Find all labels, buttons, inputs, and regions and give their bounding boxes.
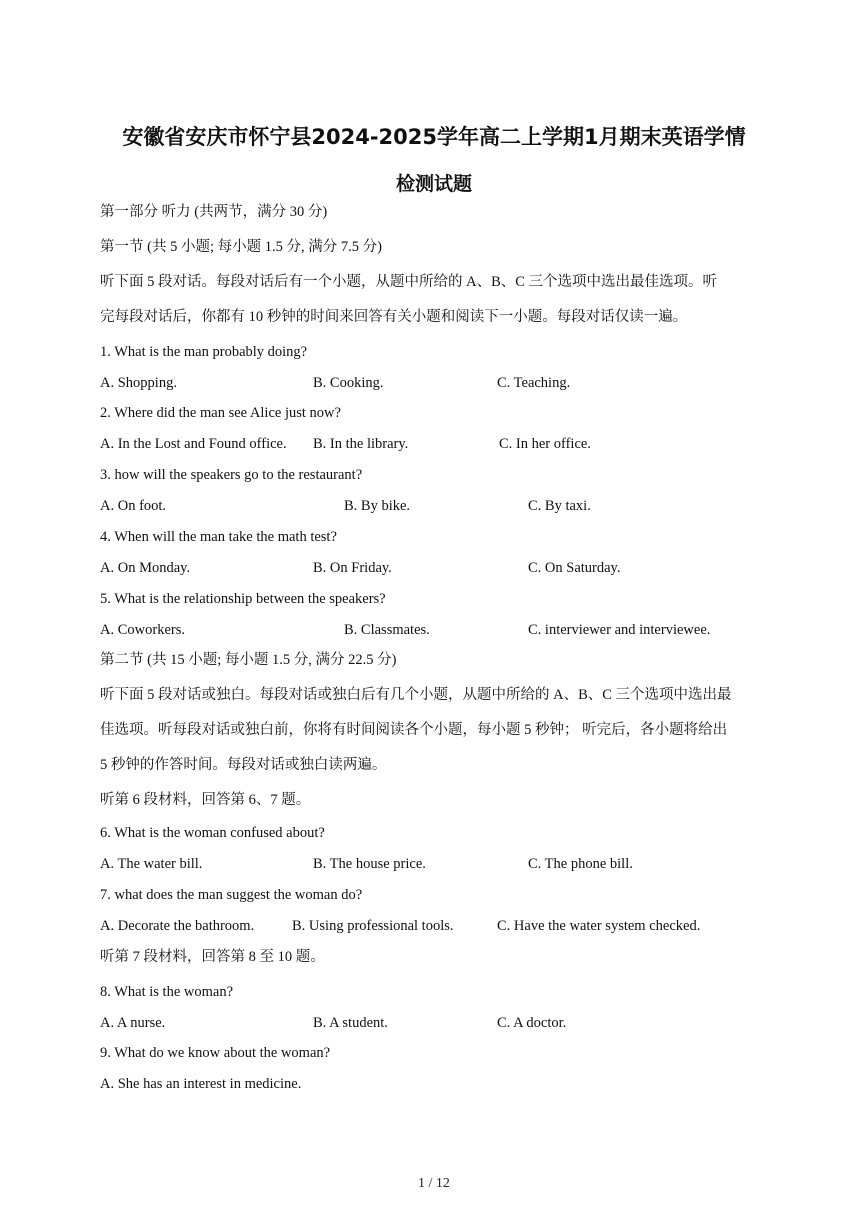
instructions1-line2: 完每段对话后，你都有 10 秒钟的时间来回答有关小题和阅读下一小题。每段对话仅读一遍。 xyxy=(100,309,688,325)
q2-option-c: C. In her office. xyxy=(499,436,591,452)
q1-option-a: A. Shopping. xyxy=(100,375,177,391)
q4-option-a: A. On Monday. xyxy=(100,560,191,576)
instructions1-line1: 听下面 5 段对话。每段对话后有一个小题，从题中所给的 A、B、C 三个选项中选出最佳选项。听 xyxy=(100,274,718,290)
q6-option-c: C. The phone bill. xyxy=(528,856,633,872)
q9-option-a: A. She has an interest in medicine. xyxy=(100,1076,302,1092)
q3-option-c: C. By taxi. xyxy=(528,498,591,514)
q3-option-a: A. On foot. xyxy=(100,498,167,514)
q1-option-c: C. Teaching. xyxy=(497,375,571,391)
question-2: 2. Where did the man see Alice just now? xyxy=(100,405,341,421)
q6-option-a: A. The water bill. xyxy=(100,856,203,872)
material-7-heading: 听第 7 段材料，回答第 8 至 10 题。 xyxy=(100,949,325,965)
q8-option-a: A. A nurse. xyxy=(100,1015,166,1031)
instructions2-line3: 5 秒钟的作答时间。每段对话或独白读两遍。 xyxy=(100,757,387,773)
section2-heading: 第二节 (共 15 小题; 每小题 1.5 分, 满分 22.5 分) xyxy=(100,652,397,668)
q2-option-b: B. In the library. xyxy=(313,436,409,452)
part1-heading: 第一部分 听力 (共两节，满分 30 分) xyxy=(100,204,328,220)
question-9: 9. What do we know about the woman? xyxy=(100,1045,331,1061)
section1-heading: 第一节 (共 5 小题; 每小题 1.5 分, 满分 7.5 分) xyxy=(100,239,382,255)
q6-option-b: B. The house price. xyxy=(313,856,426,872)
question-1: 1. What is the man probably doing? xyxy=(100,344,308,360)
instructions2-line1: 听下面 5 段对话或独白。每段对话或独白后有几个小题，从题中所给的 A、B、C 三个选项中选出最 xyxy=(100,687,732,703)
material-6-heading: 听第 6 段材料，回答第 6、7 题。 xyxy=(100,792,311,808)
q5-option-a: A. Coworkers. xyxy=(100,622,185,638)
question-5: 5. What is the relationship between the speakers? xyxy=(100,591,386,607)
question-7: 7. what does the man suggest the woman do? xyxy=(100,887,363,903)
question-8: 8. What is the woman? xyxy=(100,984,234,1000)
q5-option-c: C. interviewer and interviewee. xyxy=(528,622,711,638)
q8-option-b: B. A student. xyxy=(313,1015,388,1031)
instructions2-line2: 佳选项。听每段对话或独白前，你将有时间阅读各个小题，每小题 5 秒钟； 听完后，各小题将给出 xyxy=(100,722,728,738)
q2-option-a: A. In the Lost and Found office. xyxy=(100,436,287,452)
q5-option-b: B. Classmates. xyxy=(344,622,430,638)
q3-option-b: B. By bike. xyxy=(344,498,411,514)
question-4: 4. When will the man take the math test? xyxy=(100,529,337,545)
q4-option-b: B. On Friday. xyxy=(313,560,392,576)
question-3: 3. how will the speakers go to the restaurant? xyxy=(100,467,363,483)
question-6: 6. What is the woman confused about? xyxy=(100,825,325,841)
q4-option-c: C. On Saturday. xyxy=(528,560,621,576)
doc-title-line1: 安徽省安庆市怀宁县2024-2025学年高二上学期1月期末英语学情 xyxy=(122,125,746,149)
q1-option-b: B. Cooking. xyxy=(313,375,384,391)
q7-option-b: B. Using professional tools. xyxy=(292,918,454,934)
page-number: 1 / 12 xyxy=(418,1176,450,1191)
q8-option-c: C. A doctor. xyxy=(497,1015,567,1031)
q7-option-a: A. Decorate the bathroom. xyxy=(100,918,255,934)
doc-title-line2: 检测试题 xyxy=(395,173,472,195)
q7-option-c: C. Have the water system checked. xyxy=(497,918,701,934)
